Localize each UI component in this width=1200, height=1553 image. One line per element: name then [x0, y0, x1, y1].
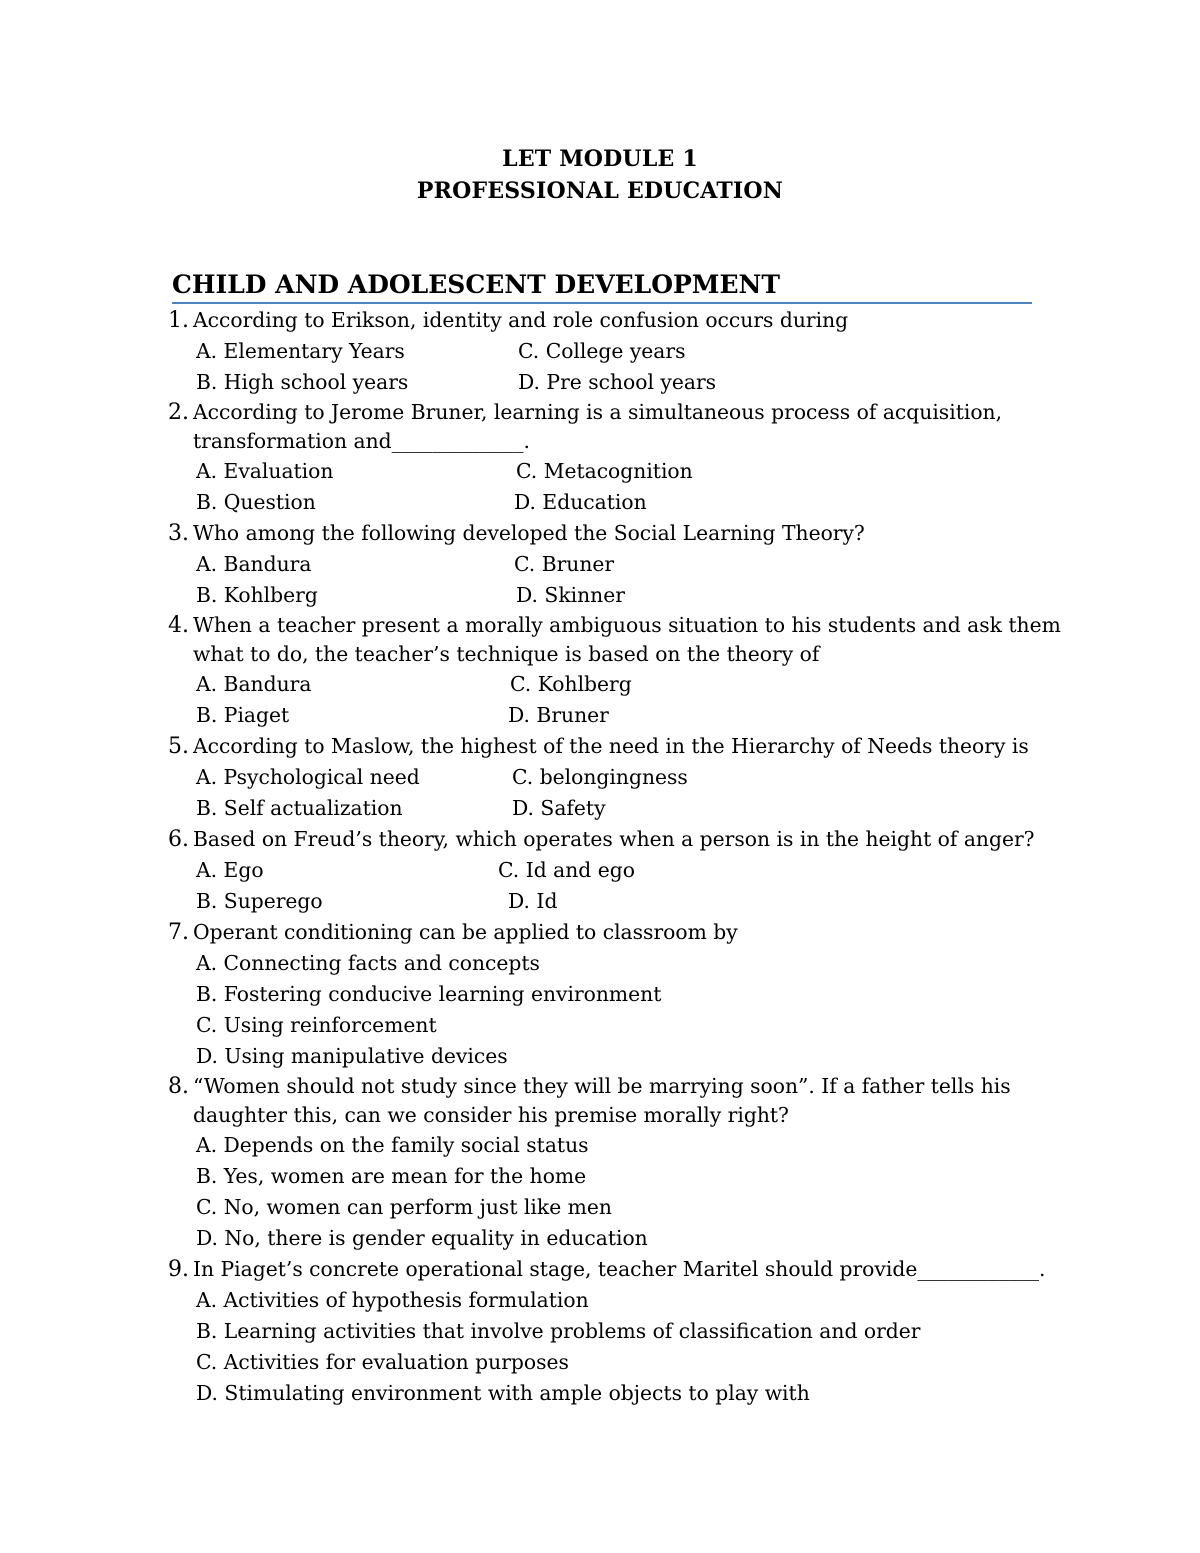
- question-stem-continued: what to do, the teacher’s technique is based on the theory of: [193, 642, 820, 666]
- option-a: A. Ego: [196, 858, 264, 882]
- module-title: LET MODULE 1: [502, 146, 698, 172]
- question-number: 5.: [168, 734, 189, 759]
- question-stem: “Women should not study since they will be marrying soon”. If a father tells his: [193, 1074, 1011, 1098]
- question-number: 4.: [168, 613, 189, 638]
- question-stem: According to Jerome Bruner, learning is a simultaneous process of acquisition,: [193, 400, 1003, 424]
- option-a: A. Psychological need: [196, 765, 420, 789]
- question-number: 8.: [168, 1074, 189, 1099]
- question-stem: Who among the following developed the Social Learning Theory?: [193, 521, 865, 545]
- section-heading: CHILD AND ADOLESCENT DEVELOPMENT: [172, 268, 1032, 304]
- option-d: D. No, there is gender equality in education: [196, 1226, 648, 1250]
- question-stem-continued: transformation and_____________.: [193, 429, 530, 453]
- question-number: 3.: [168, 521, 189, 546]
- option-b: B. Yes, women are mean for the home: [196, 1164, 587, 1188]
- question-4: [168, 611, 1061, 731]
- question-number: 2.: [168, 400, 189, 425]
- option-b: B. Learning activities that involve problems of classification and order: [196, 1319, 921, 1343]
- question-stem: Operant conditioning can be applied to classroom by: [193, 920, 738, 944]
- question-3: [168, 518, 1048, 611]
- option-c: C. Using reinforcement: [196, 1013, 437, 1037]
- question-2: [168, 398, 1048, 518]
- option-a: A. Bandura: [196, 672, 312, 696]
- question-9: [168, 1254, 1048, 1409]
- question-list: [168, 305, 1061, 1409]
- question-stem: When a teacher present a morally ambiguous situation to his students and ask them: [193, 613, 1061, 637]
- question-8: [168, 1072, 1048, 1254]
- option-b: B. Self actualization: [196, 796, 403, 820]
- option-b: B. Kohlberg: [196, 583, 318, 607]
- option-c: C. Kohlberg: [510, 672, 632, 696]
- question-number: 9.: [168, 1257, 189, 1282]
- question-number: 6.: [168, 827, 189, 852]
- option-c: C. Activities for evaluation purposes: [196, 1350, 569, 1374]
- question-6: [168, 824, 1048, 917]
- option-c: C. Id and ego: [498, 858, 635, 882]
- question-number: 7.: [168, 920, 189, 945]
- option-b: B. Fostering conducive learning environment: [196, 982, 662, 1006]
- option-c: C. Metacognition: [516, 459, 693, 483]
- question-stem-continued: daughter this, can we consider his premise morally right?: [193, 1103, 789, 1127]
- question-stem: In Piaget’s concrete operational stage, teacher Maritel should provide____________.: [193, 1257, 1046, 1281]
- question-stem: Based on Freud’s theory, which operates when a person is in the height of anger?: [193, 827, 1035, 851]
- option-c: C. belongingness: [512, 765, 688, 789]
- option-a: A. Connecting facts and concepts: [196, 951, 540, 975]
- option-d: D. Using manipulative devices: [196, 1044, 508, 1068]
- option-a: A. Bandura: [196, 552, 312, 576]
- question-5: [168, 731, 1048, 824]
- document-header: [0, 143, 1200, 207]
- question-stem: According to Maslow, the highest of the need in the Hierarchy of Needs theory is: [193, 734, 1029, 758]
- option-c: C. Bruner: [514, 552, 615, 576]
- option-b: B. High school years: [196, 370, 409, 394]
- option-d: D. Pre school years: [518, 370, 717, 394]
- option-d: D. Stimulating environment with ample objects to play with: [196, 1381, 810, 1405]
- option-d: D. Education: [514, 490, 647, 514]
- subject-title: PROFESSIONAL EDUCATION: [416, 178, 784, 204]
- option-d: D. Id: [508, 889, 558, 913]
- option-a: A. Evaluation: [196, 459, 334, 483]
- option-b: B. Superego: [196, 889, 323, 913]
- option-b: B. Question: [196, 490, 316, 514]
- option-a: A. Depends on the family social status: [196, 1133, 589, 1157]
- question-number: 1.: [168, 308, 189, 333]
- option-d: D. Safety: [512, 796, 606, 820]
- option-a: A. Elementary Years: [196, 339, 405, 363]
- option-d: D. Bruner: [508, 703, 609, 727]
- question-1: [168, 305, 1048, 398]
- question-stem: According to Erikson, identity and role confusion occurs during: [193, 308, 849, 332]
- option-d: D. Skinner: [516, 583, 625, 607]
- option-c: C. College years: [518, 339, 686, 363]
- option-b: B. Piaget: [196, 703, 290, 727]
- option-c: C. No, women can perform just like men: [196, 1195, 612, 1219]
- question-7: [168, 917, 1048, 1072]
- option-a: A. Activities of hypothesis formulation: [196, 1288, 589, 1312]
